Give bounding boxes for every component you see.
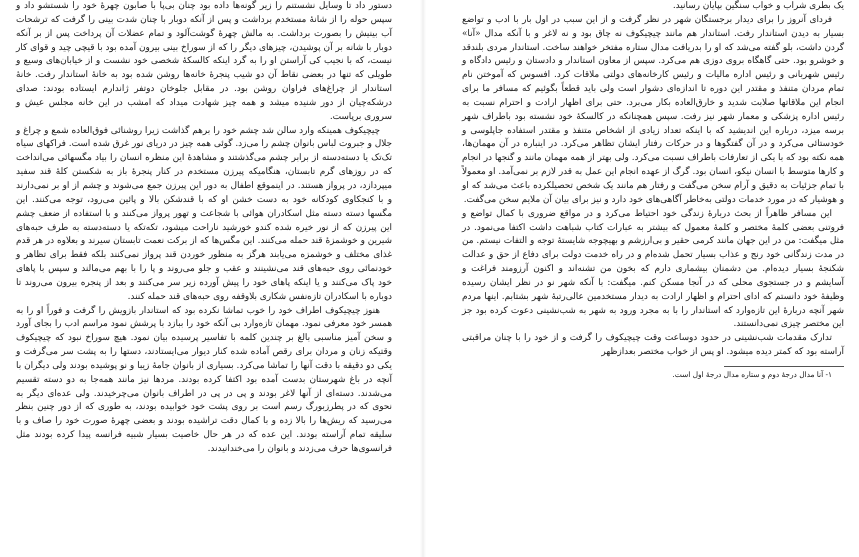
left-paragraph-3: هنوز چیچیکوف اطراف خود را خوب تماشا نکرده بود که استاندار بازویش را گرفت و فوراً او را به همسر خود معرفی نمود. مهمان تازه‌وارد بی آنکه خود را ببازد با پرشش نمود مراسم ادب را بجای آورد و سخن آمیز مناسبی بالغ بر چندین کلمه با تفاسیر پرسیده بیان نمود. هیچ سوراخ نبود که چیچیکوف وقتیکه زنان و مردان برای رقص آماده شده کنار دیوار می‌ایستادند، دستها را به پشت سر می‌گرفت و یکی دو دقیقه با دقت آنها را تماشا می‌کرد. بسیاری از بانوان جامهٔ زیبا و نو پوشیده بودند ولی دیگران با آنچه در باغ شهرستان بدست آمده بود اکتفا کرده بودند. مردها نیز مانند همه‌جا به دو دسته تقسیم می‌شدند. دسته‌ای از آنها لاغر بودند و پی در پی در اطراف بانوان می‌چرخیدند. ولی عده‌ای دیگر به نحوی که در پطرزبورگ رسم است بر روی پشت خود خوابیده بودند، به طوری که از دور چنین بنظر می‌رسید که ریش‌ها را بالا زده و با کمال دقت تراشیده بودند و بعضی چهرهٔ صورت خود را صاف و با سلیقه تمام آراسته بودند. این عده که در هر حال خاصیت بسیار شبیه فرانسه پیدا کرده بودند مثل فرانسوی‌ها حرف می‌زدند و بانوان را می‌خندانیدند.: [16, 305, 392, 454]
left-paragraph-2: چیچیکوف همینکه وارد سالن شد چشم خود را برهم گذاشت زیرا روشنائی فوق‌العاده شمع و چراغ و جلال و جبروت لباس بانوان چشم را می‌زد. گوئی همه چیز در دریای نور غرق شده است. فراکهای سیاه تک‌تک یا دسته‌دسته از برابر چشم می‌گذشتند و مشاهدهٔ این منظره انسان را بیاد مگسهائی می‌انداخت که در روزهای گرم تابستان، هنگامیکه پیرزن مستخدم در کنار پنجرهٔ باز به شکستن کلهٔ قند سفید میپردازد، در پرواز هستند. در اینموقع اطفال به دور این پیرزن جمع می‌شوند و چشم از او بر نمی‌دارند و با کنجکاوی کودکانه خود به دست خشن او که با قندشکن بالا و پائین می‌رود، توجه می‌کنند. این مگسها دسته دسته مثل اسکادران هوائی با شجاعت و تهور پرواز می‌کنند و با استفاده از ضعف چشم این پیرزن که از نور خیره شده کندو خورشید ناراحت میشود، تکه‌تکه یا دسته‌دسته به طرف حبه‌های شیرین و خوشمزهٔ قند حمله می‌کنند. این مگس‌ها که از برکت نعمت تابستان سیرند و بعلاوه در هر قدم غذای مختلف و خوشمزه می‌یابند هرگز به منظور خوردن قند پرواز نمی‌کنند بلکه فقط برای تظاهر و خودنمائی روی حبه‌های قند می‌نشینند و عقب و جلو می‌روند و پا را با بهم می‌مالند و سپس با پاهای خود پاک می‌کنند و یا اینکه پاهای خود را پیش آورده زیر سر می‌کنند و بعد از پنجره بیرون می‌روند تا دوباره با اسکادران تازه‌نفس شکاری بلاوقفه روی حبه‌های قند حمله کنند.: [16, 125, 392, 302]
book-gutter: [420, 0, 426, 557]
left-page: [16, 0, 392, 557]
footnote: ۱- آنا مدال درجهٔ دوم و ستاره مدال درجهٔ اول است.: [672, 369, 832, 379]
right-paragraph-1: یک بطری شراب و خواب سنگین بپایان رسانید.: [672, 1, 844, 11]
right-paragraph-2: فردای آنروز را برای دیدار برجستگان شهر در نظر گرفت و از این سبب در اول بار با ادب و تواضع بسیار به دیدن استاندار رفت. استاندار هم مانند چیچیکوف نه چاق بود و نه لاغر و با آنکه مدال «آنا» گردن داشت، بلو گفته می‌شد که او را بدریافت مدال ستاره مفتخر خواهند ساخت. استاندار مردی بلندقد و خوشرو بود. حتی گاهگاه بروی دوزی هم می‌کرد. سپس از معاون استاندار و دادستان و رئیس دادگاه و رئیس شهربانی و رئیس اداره مالیات و رئیس کارخانه‌های دولتی ملاقات کرد. افسوس که آموختن نام تمام مردان متنفذ و مقتدر این دوره تا اندازه‌ای دشوار است ولی باید قطعاً بگوئیم که مسافر ما برای انجام این ملاقاتها صلابت شدید و خارق‌العاده بکار می‌برد. حتی برای اظهار ارادت و احترام نسبت به رئیس اداره پزشکی و معمار شهر نیز رفت. سپس همچنانکه در کالسکهٔ خود نشسته بود باطراف شهر برسه میزد، درباره این اندیشید که با اینکه تعداد زیادی از اشخاص متنفذ و مقتدر استفاده جاپلوسی و خودستائی می‌کرد و در آن گفتگوها و در حرکات رفتار ایشان تظاهر می‌کرد. در اینباره در آن مهمان‌ها، همه نکته بود که با یکی از تعارفات باطراف نسبت می‌کرد. ولی بهتر از همه مهمان مانند و گنجها در انجام و کارها متوسط با انسان نیکو، انسان بود. گرگ از عهده انجام این عمل به قدر لازم بر نمی‌آمد. او معمولاً با تمام جزئیات به دقیق و آرام سخن می‌گفت و رفتار هم مانند یک شخص تحصیلکرده باعث می‌شد که او و هوشیار که در مورد خدمات دولتی به‌خاطر آگاهی‌های خود دارد و نیز برای بیان آن ملایم سخن می‌گفت.: [462, 14, 844, 205]
right-page: [462, 0, 844, 557]
footnote-divider: [724, 366, 844, 367]
right-paragraph-3: این مسافر ظاهراً از بحث درباره‌ٔ زندگی خود احتیاط می‌کرد و در مواقع ضروری با کمال تواضع و فروتنی بعضی کلمهٔ مختصر و کلمهٔ معمول که بیشتر به عبارات کتاب شباهت داشت اکتفا می‌نمود. در مثل میگفت: من در این جهان مانند کرمی حقیر و بی‌ارزشم و بهیچوجه شایستهٔ توجه و التفات نیستم. من در مدت زندگانی خود رنج و عذاب بسیار تحمل شده‌ام و در راه خدمت دولت برای دفاع از حق و عدالت شکنجهٔ بسیار دیده‌ام. من دشمنان بیشماری دارم که بخون من تشنه‌اند و اکنون آرزومند فراغت و آسایشم و در جستجوی محلی که در آنجا مسکن کنم. میگفت: با آنکه شهر نو در نظر ایشان رسیده وظیفهٔ خود دانستم که ادای احترام و اظهار ارادت به دیدار مستخدمین عالی‌رتبهٔ شهر بشتابم. اینها مردم شهر آنچه دربارهٔ این تازه‌وارد که استاندار را با به مجرد ورود به شهر به شب‌نشینی دعوت کرده بود جز این مختصر چیزی نمی‌دانستند.: [462, 208, 844, 330]
left-paragraph-1: دستور داد تا وسایل نشستنم را زیر گونه‌ها داده بود چنان بی‌پا با صابون چهرهٔ خود را شستشو داد و سپس حوله را از شانهٔ مستخدم برداشت و پس از آنکه دوبار با چنان شدت بینی را گرفت که ترشحات آب بینیش را بصورت برداشت. به مالش چهرهٔ گوشت‌آلود و تمام عضلات آن پرداخت پس از بر آنکه دوبار با شانه بر آن پوشیدن، چیزهای دیگر را که از سوراخ بینی بیرون آمده بود با قیچی چید و قوای کار نیست، که با نجیب کی آراستن او را به گرد اینکه کالسکهٔ شخصی خود نشست و از خیابان‌های وسیع و طویلی که تنها در بعضی نقاط آن دو شیب پنجرهٔ خانه‌ها روشن شده بود به خانهٔ استاندار رفت. خانهٔ استاندار از چراغ‌های فراوان روشن بود. در مقابل جلوخان دوتفر ژاندارم ایستاده بودند: صدای درشکه‌چیان از دور شنیده میشد و همه چیز شهادت میداد که امشب در این خانه مجلس عیش و سروری برپاست.: [16, 1, 392, 122]
right-paragraph-4: تدارک مقدمات شب‌نشینی در حدود دوساعت وقت چیچیکوف را گرفت و از خود را با چنان مراقبتی آراسته بود که کمتر دیده میشود. او پس از خواب مختصر بعدازظهر: [462, 333, 844, 358]
